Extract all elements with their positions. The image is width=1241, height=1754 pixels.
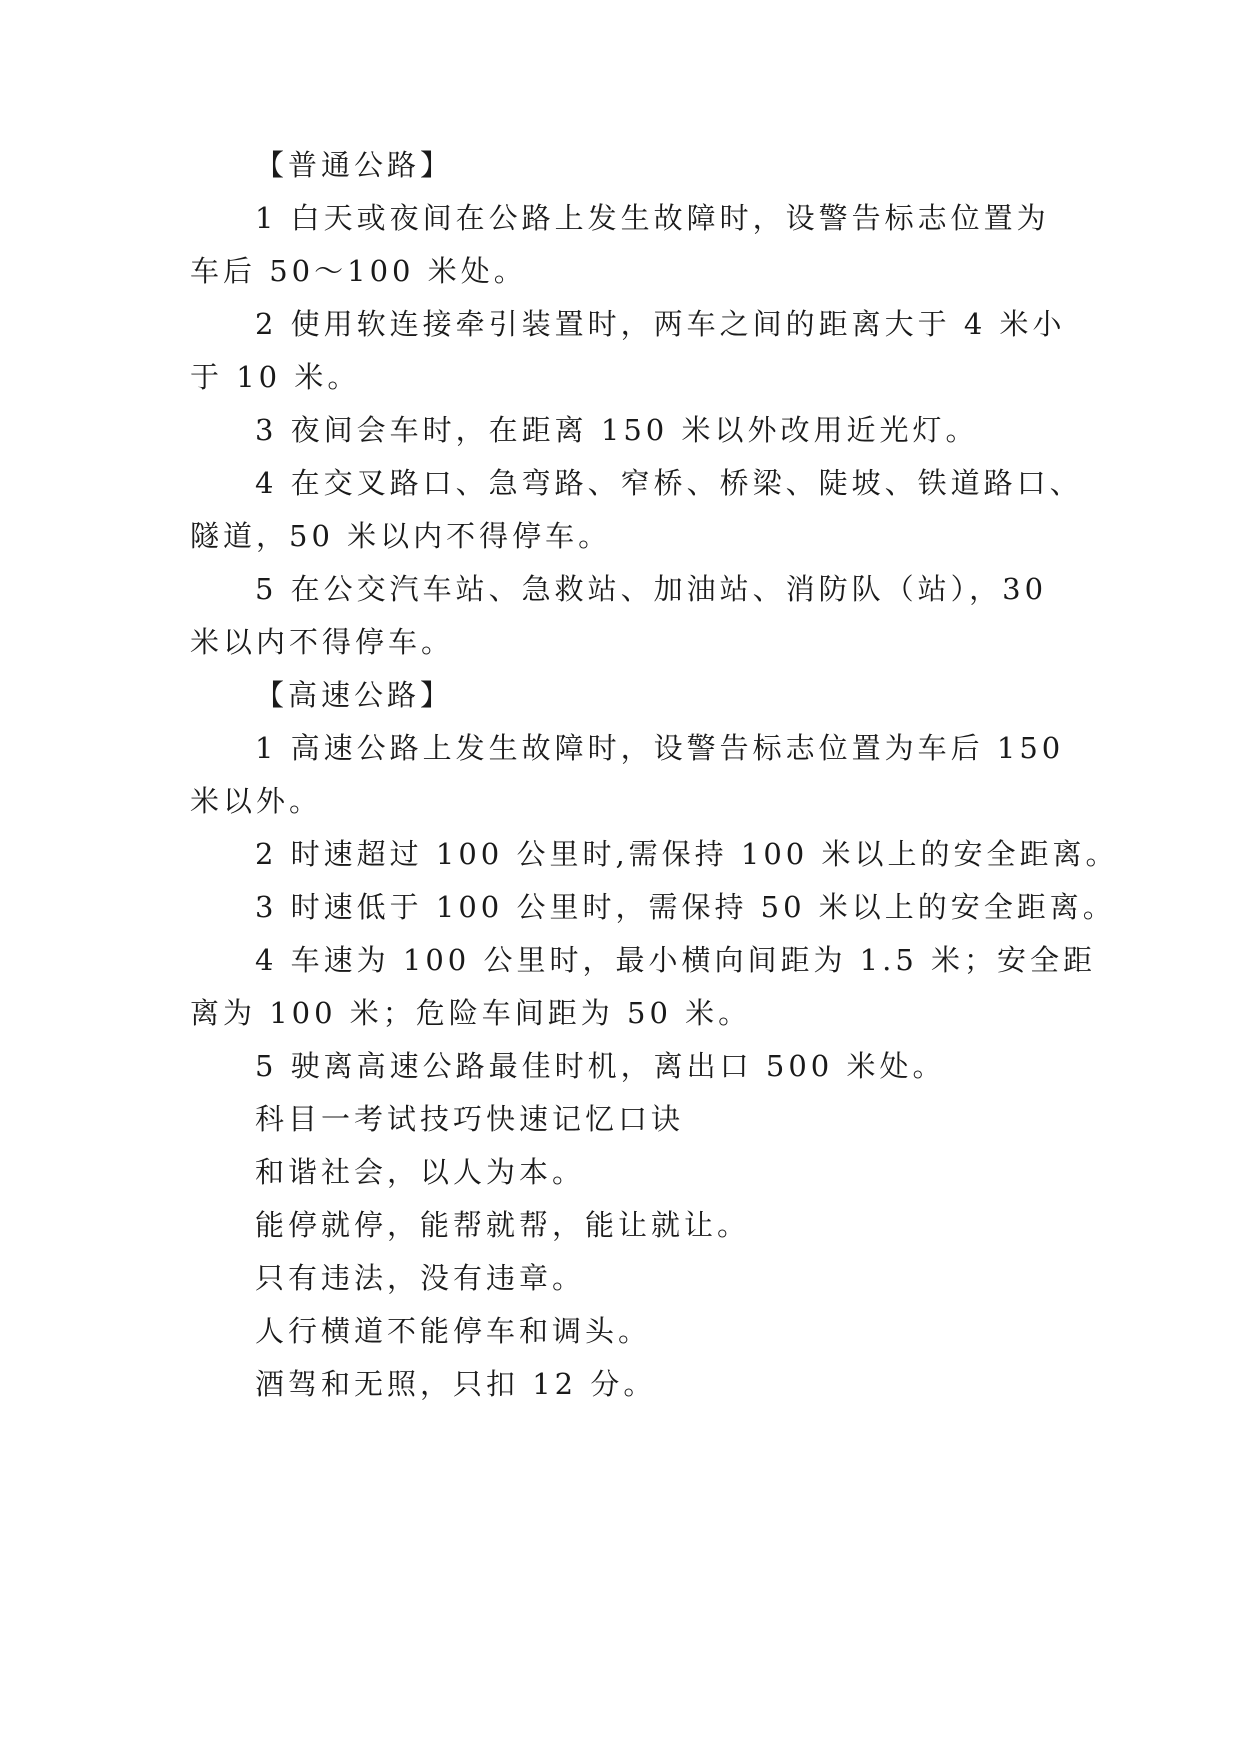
normal-item-5-line-2: 米以内不得停车。 [190, 625, 455, 659]
normal-item-2-line-1: 2 使用软连接牵引装置时，两车之间的距离大于 4 米小 [255, 307, 1066, 341]
normal-item-5-line-1: 5 在公交汽车站、急救站、加油站、消防队（站），30 [255, 572, 1048, 606]
mnemonic-line-2: 能停就停，能帮就帮，能让就让。 [255, 1208, 751, 1242]
highway-item-1-line-1: 1 高速公路上发生故障时，设警告标志位置为车后 150 [255, 731, 1065, 765]
highway-item-2: 2 时速超过 100 公里时,需保持 100 米以上的安全距离。 [255, 837, 1119, 871]
normal-item-2-line-2: 于 10 米。 [190, 360, 361, 394]
section-heading-normal-road: 【普通公路】 [255, 148, 454, 182]
normal-item-1-line-1: 1 白天或夜间在公路上发生故障时，设警告标志位置为 [255, 201, 1050, 235]
mnemonic-line-4: 人行横道不能停车和调头。 [255, 1314, 652, 1348]
highway-item-4-line-1: 4 车速为 100 公里时，最小横向间距为 1.5 米；安全距 [255, 943, 1097, 977]
highway-item-4-line-2: 离为 100 米；危险车间距为 50 米。 [190, 996, 752, 1030]
mnemonic-line-3: 只有违法，没有违章。 [255, 1261, 586, 1295]
normal-item-4-line-1: 4 在交叉路口、急弯路、窄桥、桥梁、陡坡、铁道路口、 [255, 466, 1083, 500]
section-heading-highway: 【高速公路】 [255, 678, 454, 712]
mnemonic-line-1: 和谐社会，以人为本。 [255, 1155, 586, 1189]
mnemonics-title: 科目一考试技巧快速记忆口诀 [255, 1102, 685, 1136]
highway-item-1-line-2: 米以外。 [190, 784, 323, 818]
mnemonic-line-5: 酒驾和无照，只扣 12 分。 [255, 1367, 657, 1401]
normal-item-1-line-2: 车后 50～100 米处。 [190, 254, 527, 288]
highway-item-3: 3 时速低于 100 公里时，需保持 50 米以上的安全距离。 [255, 890, 1116, 924]
highway-item-5: 5 驶离高速公路最佳时机，离出口 500 米处。 [255, 1049, 946, 1083]
normal-item-4-line-2: 隧道，50 米以内不得停车。 [190, 519, 612, 553]
normal-item-3: 3 夜间会车时，在距离 150 米以外改用近光灯。 [255, 413, 979, 447]
